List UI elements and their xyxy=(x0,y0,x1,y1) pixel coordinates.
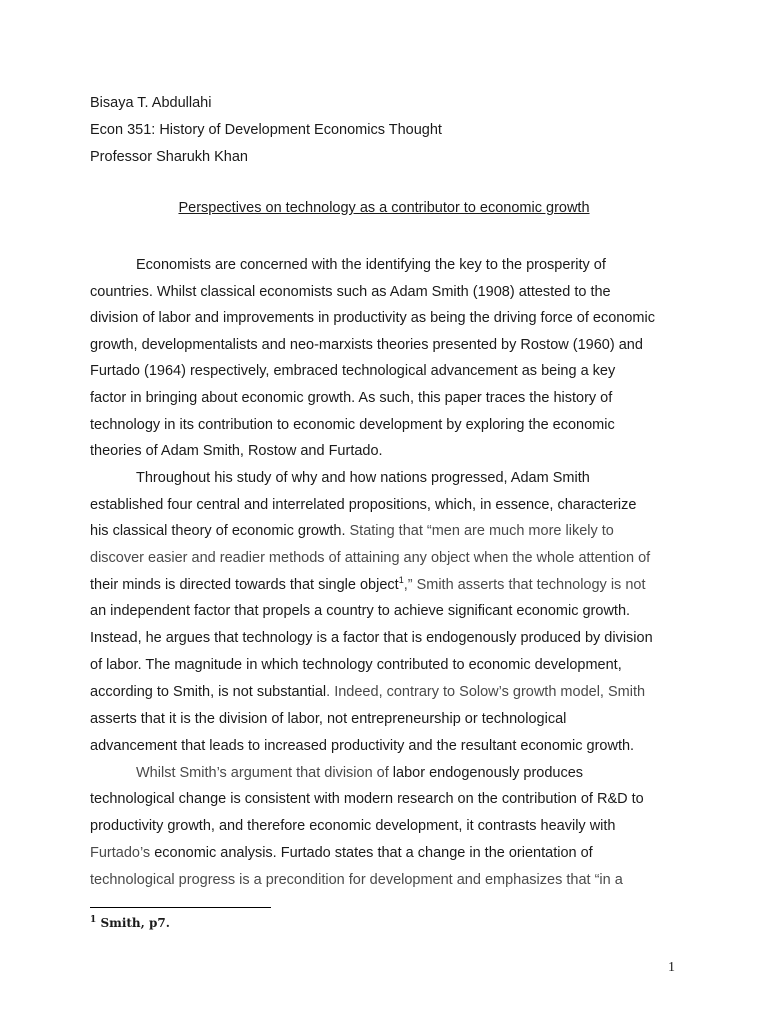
text-line: factor in bringing about economic growth. As such, this paper traces the history of xyxy=(90,390,613,406)
text-span: ,” Smith asserts that technology is not xyxy=(403,577,646,593)
footnote-ref: 1 xyxy=(398,575,404,586)
text-span: Whilst Smith’s argument that division of xyxy=(136,765,389,781)
text-line: Instead, he argues that technology is a factor that is endogenously produced by division xyxy=(90,630,653,646)
text-line: established four central and interrelated propositions, which, in essence, characterize xyxy=(90,497,637,513)
text-line xyxy=(90,522,614,540)
text-line: technological change is consistent with modern research on the contribution of R&D to xyxy=(90,791,644,807)
text-line: advancement that leads to increased productivity and the resultant economic growth. xyxy=(90,738,635,754)
text-span: . Indeed, contrary to Solow’s growth model, Smith xyxy=(326,684,646,700)
text-line: discover easier and readier methods of attaining any object when the whole attention of xyxy=(90,550,651,566)
course-title: Econ 351: History of Development Economics Thought xyxy=(90,122,442,138)
footnote-text: Smith, p7. xyxy=(100,916,170,930)
text-line: growth, developmentalists and neo-marxists theories presented by Rostow (1960) and xyxy=(90,337,643,353)
text-line: an independent factor that propels a country to achieve significant economic growth. xyxy=(90,603,631,619)
text-line: division of labor and improvements in productivity as being the driving force of economic xyxy=(90,310,655,326)
footnote xyxy=(90,916,170,930)
quote-span: Stating that “men are much more likely to xyxy=(345,523,614,539)
text-line: Furtado (1964) respectively, embraced technological advancement as being a key xyxy=(90,363,616,379)
text-line xyxy=(136,764,583,782)
text-line: Economists are concerned with the identifying the key to the prosperity of xyxy=(136,257,606,273)
text-line: technological progress is a precondition for development and emphasizes that “in a xyxy=(90,872,623,888)
text-span: according to Smith, is not substantial xyxy=(90,684,327,700)
text-span: labor endogenously produces xyxy=(388,765,584,781)
text-line: countries. Whilst classical economists such as Adam Smith (1908) attested to the xyxy=(90,284,611,300)
text-span: their minds is directed towards that single object xyxy=(90,577,399,593)
professor-name: Professor Sharukh Khan xyxy=(90,149,248,165)
text-line: productivity growth, and therefore economic development, it contrasts heavily with xyxy=(90,818,616,834)
text-line: technology in its contribution to economic development by exploring the economic xyxy=(90,417,615,433)
text-line xyxy=(90,683,645,701)
text-line xyxy=(90,576,645,594)
paper-title: Perspectives on technology as a contributor to economic growth xyxy=(178,200,590,216)
text-line: asserts that it is the division of labor, not entrepreneurship or technological xyxy=(90,711,567,727)
text-line: theories of Adam Smith, Rostow and Furtado. xyxy=(90,443,383,459)
footnote-number: 1 xyxy=(90,915,97,925)
text-span: economic analysis. Furtado states that a change in the orientation of xyxy=(150,845,593,861)
text-span: Furtado’s xyxy=(90,845,151,861)
author-name: Bisaya T. Abdullahi xyxy=(90,95,212,111)
text-span: his classical theory of economic growth. xyxy=(90,523,346,539)
text-line xyxy=(90,844,593,862)
text-line: Throughout his study of why and how nations progressed, Adam Smith xyxy=(136,470,590,486)
footnote-separator xyxy=(90,907,271,908)
text-line: of labor. The magnitude in which technology contributed to economic development, xyxy=(90,657,622,673)
page-number: 1 xyxy=(668,960,675,975)
